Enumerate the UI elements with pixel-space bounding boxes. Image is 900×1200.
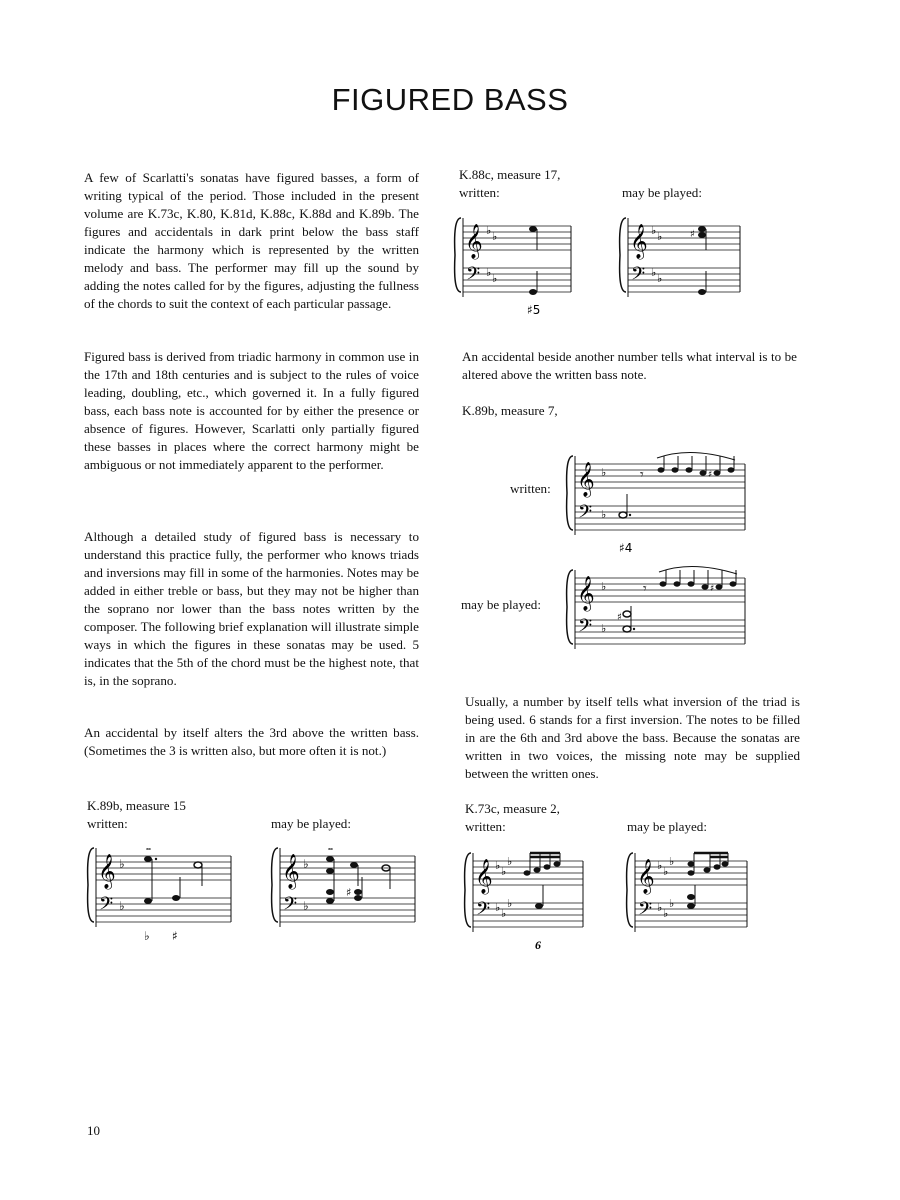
bass-clef-icon: 𝄢: [578, 616, 593, 641]
flat-icon: ♭: [303, 899, 309, 913]
flat-icon: ♭: [601, 508, 607, 521]
left-paragraph-3: Although a detailed study of figured bass is necessary to understand this practice fully, the performer who knows triads and inversions may fill in some of the harmonies. Notes may be added in either treble or bass, but they may not be higher than the soprano nor lower than the bass notes written by the composer. The following brief explanation will illustrate simple ways in which the figures in these sonatas may be used. 5 indicates that the 5th of the chord must be the highest note, that is, in the soprano.: [84, 529, 419, 688]
left-paragraph-1: A few of Scarlatti's sonatas have figured basses, a form of writing typical of the period. Those included in the present volume are K.73c, K.80, K.81d, K.88c, K.88d and K.89b. The figures and accidentals in dark print below the bass staff indicate the harmony which is represented by the written melody and bass. The performer may fill up the sound by adding the notes called for by the figures, adjusting the fullness of the chords to suit the context of each particular passage.: [84, 170, 419, 311]
flat-icon: ♭: [507, 855, 513, 868]
note: [535, 903, 543, 909]
figure-6: 6: [535, 938, 541, 952]
flat-icon: ♭: [651, 224, 657, 237]
score-k89b-m7-written: [565, 448, 755, 555]
example-written-label: written:: [510, 481, 551, 496]
score-k88c-played: [618, 210, 748, 300]
flat-icon: ♭: [492, 230, 498, 243]
note: [144, 898, 152, 904]
page-title: FIGURED BASS: [331, 82, 569, 117]
rest-icon: 𝄾: [640, 467, 644, 483]
flat-icon: ♭: [501, 907, 507, 920]
note: [623, 626, 631, 632]
example-played-label: may be played:: [627, 819, 707, 834]
note: [619, 512, 627, 518]
score-k89b-m7-played: [565, 562, 755, 652]
example-heading: K.89b, measure 15: [87, 798, 186, 813]
score-k89b-m15-played: [270, 840, 430, 930]
flat-icon: ♭: [657, 272, 663, 285]
rest-icon: 𝄾: [643, 581, 647, 597]
note: [623, 611, 631, 617]
bass-clef-icon: 𝄢: [476, 899, 491, 924]
treble-clef-icon: 𝄞: [630, 224, 648, 259]
note: [326, 889, 334, 895]
treble-clef-icon: 𝄞: [282, 854, 300, 889]
sharp-icon: ♯: [617, 612, 622, 623]
note: [687, 894, 695, 900]
example-heading: K.88c, measure 17,: [459, 167, 561, 182]
note: [326, 856, 334, 862]
sharp-icon: ♯: [710, 584, 715, 594]
example-played-label: may be played:: [461, 597, 541, 612]
treble-clef-icon: 𝄞: [577, 462, 595, 497]
example-written-label: written:: [465, 819, 506, 834]
note: [172, 895, 180, 901]
flat-icon: ♭: [651, 266, 657, 279]
left-paragraph-4: An accidental by itself alters the 3rd above the written bass. (Sometimes the 3 is written also, but more often it is not.): [84, 725, 419, 758]
flat-icon: ♭: [663, 907, 669, 920]
figure-sharp4: ♯4: [619, 541, 633, 555]
note: [194, 862, 202, 868]
flat-icon: ♭: [492, 272, 498, 285]
example-heading: K.89b, measure 7,: [462, 403, 558, 418]
figure-sharp5: ♯5: [527, 303, 541, 317]
example-played-label: may be played:: [622, 185, 702, 200]
treble-clef-icon: 𝄞: [475, 859, 493, 894]
note: [144, 856, 152, 862]
treble-clef-icon: 𝄞: [465, 224, 483, 259]
bass-clef-icon: 𝄢: [283, 894, 298, 919]
right-paragraph-2: Usually, a number by itself tells what inversion of the triad is being used. 6 stands for a first inversion. The notes to be filled in are the 6th and 3rd above the bass. Because the sonatas are written in two voices, the missing note may be supplied between the written ones.: [465, 694, 800, 781]
sharp-icon: ♯: [708, 470, 713, 480]
sharp-icon: ♯: [346, 886, 352, 899]
flat-icon: ♭: [601, 466, 607, 479]
note: [529, 226, 537, 232]
figure-flat: ♭: [144, 929, 150, 943]
flat-icon: ♭: [657, 859, 663, 872]
score-k89b-m15-written: [86, 840, 246, 943]
note: [350, 862, 358, 868]
flat-icon: ♭: [495, 901, 501, 914]
score-k88c-written: [453, 210, 583, 317]
ornament-icon: 𝆗: [328, 844, 333, 854]
page-number: 10: [87, 1123, 100, 1138]
flat-icon: ♭: [657, 901, 663, 914]
treble-clef-icon: 𝄞: [577, 576, 595, 611]
figure-sharp: ♯: [172, 929, 178, 943]
flat-icon: ♭: [663, 865, 669, 878]
bass-clef-icon: 𝄢: [578, 502, 593, 527]
sharp-icon: ♯: [690, 229, 695, 240]
example-heading: K.73c, measure 2,: [465, 801, 560, 816]
flat-icon: ♭: [601, 580, 607, 593]
treble-clef-icon: 𝄞: [98, 854, 116, 889]
ornament-icon: 𝆗: [146, 844, 151, 854]
bass-clef-icon: 𝄢: [99, 894, 114, 919]
flat-icon: ♭: [119, 857, 125, 871]
example-written-label: written:: [459, 185, 500, 200]
left-paragraph-2: Figured bass is derived from triadic harmony in common use in the 17th and 18th centuries and is subject to the rules of voice leading, doubling, etc., which governed it. In a fully figured bass, each bass note is accounted for by either the presence or absence of figures. However, Scarlatti only partially figured these basses in places where the correct harmony might be ambiguous or not immediately apparent to the performer.: [84, 349, 419, 472]
note: [354, 889, 362, 895]
right-paragraph-1: An accidental beside another number tells what interval is to be altered above the written bass note.: [462, 349, 797, 382]
flat-icon: ♭: [501, 865, 507, 878]
flat-icon: ♭: [601, 622, 607, 635]
flat-icon: ♭: [669, 855, 675, 868]
example-written-label: written:: [87, 816, 128, 831]
flat-icon: ♭: [486, 224, 492, 237]
flat-icon: ♭: [303, 857, 309, 871]
flat-icon: ♭: [495, 859, 501, 872]
note: [698, 289, 706, 295]
flat-icon: ♭: [119, 899, 125, 913]
score-k73c-played: [625, 845, 755, 935]
flat-icon: ♭: [657, 230, 663, 243]
note: [698, 226, 706, 232]
example-played-label: may be played:: [271, 816, 351, 831]
score-k73c-written: [463, 845, 593, 952]
treble-clef-icon: 𝄞: [637, 859, 655, 894]
bass-clef-icon: 𝄢: [638, 899, 653, 924]
flat-icon: ♭: [669, 897, 675, 910]
note: [529, 289, 537, 295]
bass-clef-icon: 𝄢: [631, 264, 646, 289]
bass-clef-icon: 𝄢: [466, 264, 481, 289]
flat-icon: ♭: [507, 897, 513, 910]
flat-icon: ♭: [486, 266, 492, 279]
